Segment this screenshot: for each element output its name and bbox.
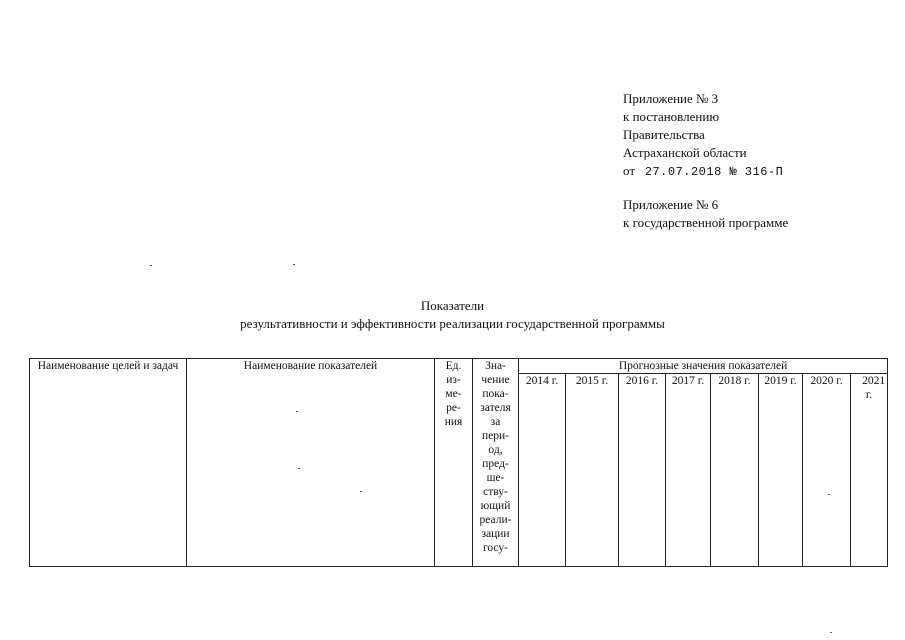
appendix-line-4: Астраханской области [623, 145, 747, 160]
appendix-line-3: Правительства [623, 127, 705, 142]
title-line-2: результативности и эффективности реализации государственной программы [240, 316, 665, 331]
header-unit: Ед. из- ме- ре- ния [435, 359, 473, 567]
header-forecast: Прогнозные значения показателей [519, 359, 888, 374]
title-line-1: Показатели [420, 298, 485, 313]
appendix2-line-2: к государственной программе [623, 215, 789, 230]
header-year-2016: 2016 г. [619, 374, 666, 567]
header-year-2017: 2017 г. [666, 374, 711, 567]
appendix-line-2: к постановлению [623, 109, 720, 124]
scan-speck [298, 468, 300, 469]
header-indicators: Наименование показателей [187, 359, 435, 567]
appendix-line-1: Приложение № 3 [623, 91, 719, 106]
scan-speck [296, 411, 298, 412]
scan-speck [828, 494, 830, 495]
scan-speck [293, 264, 295, 265]
header-year-2014: 2014 г. [519, 374, 566, 567]
indicators-table [29, 358, 888, 567]
scan-speck [830, 632, 832, 633]
scan-speck [150, 265, 152, 266]
header-year-2021: 2021 г. [851, 374, 888, 567]
date-prefix: от [623, 163, 636, 178]
document-title [0, 297, 905, 333]
header-year-2018: 2018 г. [711, 374, 759, 567]
appendix-block [623, 90, 783, 181]
header-year-2019: 2019 г. [759, 374, 803, 567]
header-goals: Наименование целей и задач [30, 359, 187, 567]
header-base-value: Зна- чение пока- зателя за пери- од, пред- ше- ству- ющий реали- зации госу- [473, 359, 519, 567]
appendix-date-line [623, 162, 783, 181]
header-year-2020: 2020 г. [803, 374, 851, 567]
appendix2-line-1: Приложение № 6 [623, 197, 719, 212]
date-number: 27.07.2018 № 316-П [644, 165, 784, 179]
header-year-2015: 2015 г. [566, 374, 619, 567]
appendix2-block [623, 196, 788, 232]
scan-speck [360, 491, 362, 492]
